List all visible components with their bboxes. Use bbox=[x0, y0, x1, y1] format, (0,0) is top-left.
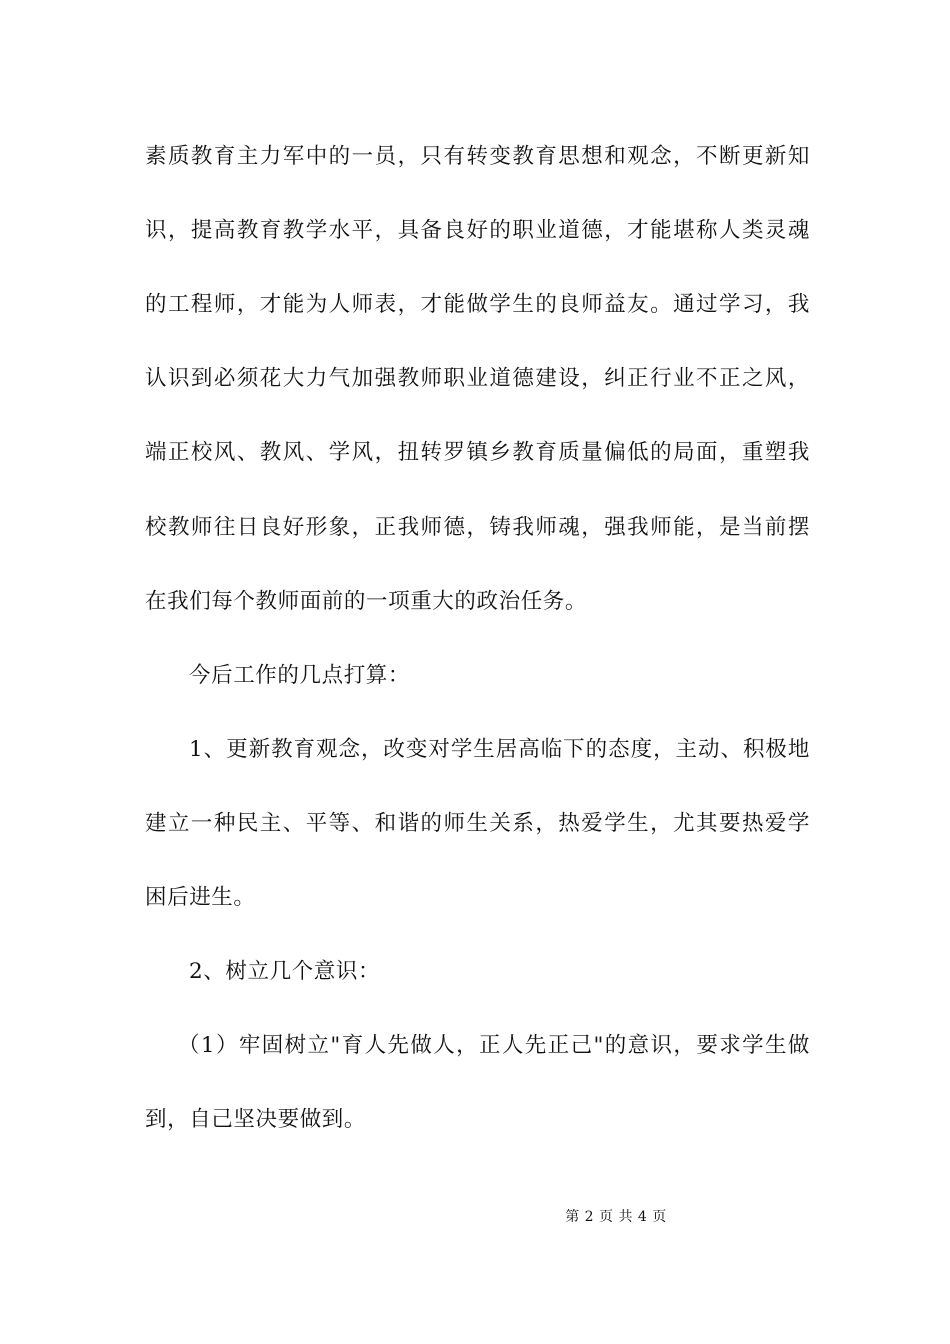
paragraph-line: 困后进生。 bbox=[145, 885, 256, 910]
paragraph-line: （1）牢固树立"育人先做人，正人先正己"的意识，要求学生做 bbox=[178, 1033, 810, 1058]
paragraph-line: 的工程师，才能为人师表，才能做学生的良师益友。通过学习，我 bbox=[145, 292, 810, 317]
section-heading: 今后工作的几点打算： bbox=[189, 663, 411, 688]
paragraph-line: 1、更新教育观念，改变对学生居高临下的态度，主动、积极地 bbox=[189, 737, 810, 762]
paragraph-line: 认识到必须花大力气加强教师职业道德建设，纠正行业不正之风， bbox=[145, 366, 810, 391]
paragraph-line: 建立一种民主、平等、和谐的师生关系，热爱学生，尤其要热爱学 bbox=[145, 811, 810, 836]
page-footer: 第 2 页 共 4 页 bbox=[565, 1209, 667, 1225]
paragraph-line: 校教师往日良好形象，正我师德，铸我师魂，强我师能，是当前摆 bbox=[145, 515, 810, 540]
paragraph-line: 识，提高教育教学水平，具备良好的职业道德，才能堪称人类灵魂 bbox=[145, 218, 810, 243]
paragraph-line: 到，自己坚决要做到。 bbox=[145, 1107, 367, 1132]
paragraph-line: 素质教育主力军中的一员，只有转变教育思想和观念，不断更新知 bbox=[145, 144, 810, 169]
paragraph-line: 端正校风、教风、学风，扭转罗镇乡教育质量偏低的局面，重塑我 bbox=[145, 440, 810, 465]
paragraph-line: 2、树立几个意识： bbox=[189, 959, 381, 984]
paragraph-line: 在我们每个教师面前的一项重大的政治任务。 bbox=[145, 589, 588, 614]
